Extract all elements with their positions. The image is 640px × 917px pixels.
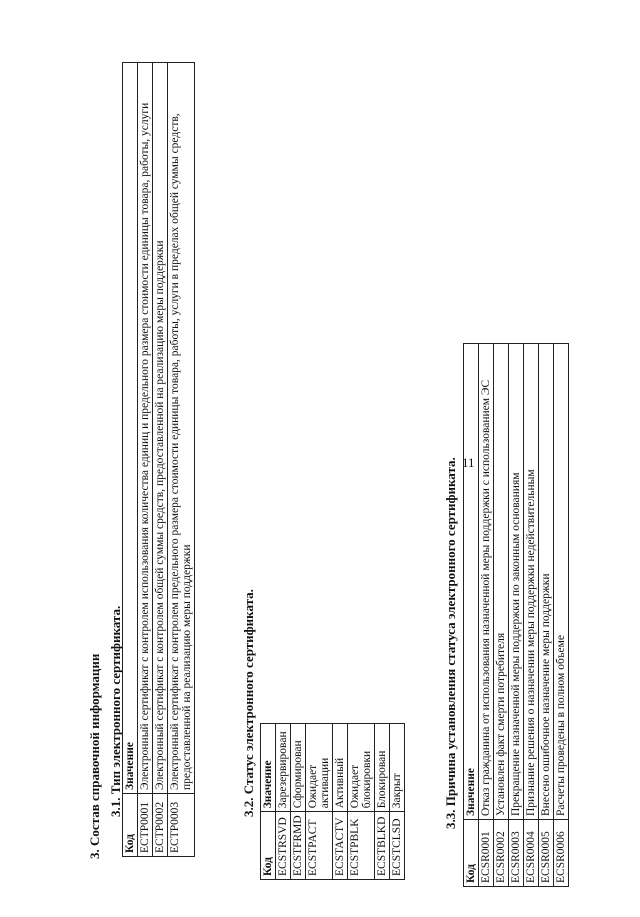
code-cell: ECSR0002	[494, 820, 509, 887]
status-reason-heading: 3.3. Причина установления статуса электронного сертификата.	[443, 457, 458, 829]
table-row	[153, 63, 168, 857]
code-cell: ECSTPACT	[306, 812, 333, 880]
value-cell: Ожидает блокировки	[348, 724, 375, 812]
table-header-row	[464, 344, 479, 887]
value-cell: Зарезервирован	[276, 724, 291, 812]
page-number: 11	[462, 455, 475, 470]
table-row	[509, 344, 524, 887]
value-cell: Электронный сертификат с контролем предельного размера стоимости единицы товара, работы, услуги в пределах общей суммы средств, предоставленной на реализацию меры поддержки	[168, 63, 195, 794]
value-cell: Сформирован	[291, 724, 306, 812]
table-row	[348, 724, 375, 880]
status-reason-table	[463, 343, 569, 887]
value-cell: Электронный сертификат с контролем общей суммы средств, предоставленной на реализацию меры поддержки	[153, 63, 168, 794]
code-cell: ECSTFRMD	[291, 812, 306, 880]
code-cell: ECSTACTV	[333, 812, 348, 880]
code-cell: ECSTBLKD	[375, 812, 390, 880]
cert-status-table	[260, 723, 405, 880]
code-cell: ECSR0003	[509, 820, 524, 887]
code-cell: ECSR0004	[524, 820, 539, 887]
value-cell: Электронный сертификат с контролем использования количества единиц и предельного размера стоимости единицы товара, работы, услуги	[138, 63, 153, 794]
col-code-header: Код	[464, 820, 479, 887]
code-cell: ECTP0001	[138, 794, 153, 857]
table-header-row	[261, 724, 276, 880]
table-row	[138, 63, 153, 857]
col-value-header: Значение	[123, 63, 138, 794]
table-row	[375, 724, 390, 880]
code-cell: ECSR0001	[479, 820, 494, 887]
status-reason-body	[479, 344, 569, 887]
value-cell: Блокирован	[375, 724, 390, 812]
value-cell: Прекращение назначенной меры поддержки по законным основаниям	[509, 344, 524, 820]
table-row	[276, 724, 291, 880]
table-header-row	[123, 63, 138, 857]
code-cell: ECTP0002	[153, 794, 168, 857]
code-cell: ECTP0003	[168, 794, 195, 857]
section-title: 3. Состав справочной информации	[87, 653, 102, 859]
cert-status-heading: 3.2. Статус электронного сертификата.	[241, 589, 256, 817]
table-row	[554, 344, 569, 887]
table-row	[524, 344, 539, 887]
value-cell: Установлен факт смерти потребителя	[494, 344, 509, 820]
value-cell: Отказ гражданина от использования назначенной меры поддержки с использованием ЭС	[479, 344, 494, 820]
value-cell: Расчеты проведены в полном объеме	[554, 344, 569, 820]
cert-type-heading: 3.1. Тип электронного сертификата.	[108, 605, 123, 817]
col-code-header: Код	[261, 812, 276, 880]
col-code-header: Код	[123, 794, 138, 857]
value-cell: Внесено ошибочное назначение меры поддержки	[539, 344, 554, 820]
cert-status-body	[276, 724, 405, 880]
value-cell: Закрыт	[390, 724, 405, 812]
value-cell: Ожидает активации	[306, 724, 333, 812]
code-cell: ECSR0005	[539, 820, 554, 887]
col-value-header: Значение	[261, 724, 276, 812]
table-row	[333, 724, 348, 880]
code-cell: ECSTCLSD	[390, 812, 405, 880]
table-row	[390, 724, 405, 880]
table-row	[291, 724, 306, 880]
table-row	[306, 724, 333, 880]
cert-type-body	[138, 63, 195, 857]
table-row	[494, 344, 509, 887]
code-cell: ECSR0006	[554, 820, 569, 887]
value-cell: Активный	[333, 724, 348, 812]
code-cell: ECSTRSVD	[276, 812, 291, 880]
cert-type-table	[122, 62, 195, 857]
value-cell: Признание решения о назначении меры поддержки недействительным	[524, 344, 539, 820]
table-row	[479, 344, 494, 887]
col-value-header: Значение	[464, 344, 479, 820]
table-row	[168, 63, 195, 857]
code-cell: ECSTPBLK	[348, 812, 375, 880]
table-row	[539, 344, 554, 887]
